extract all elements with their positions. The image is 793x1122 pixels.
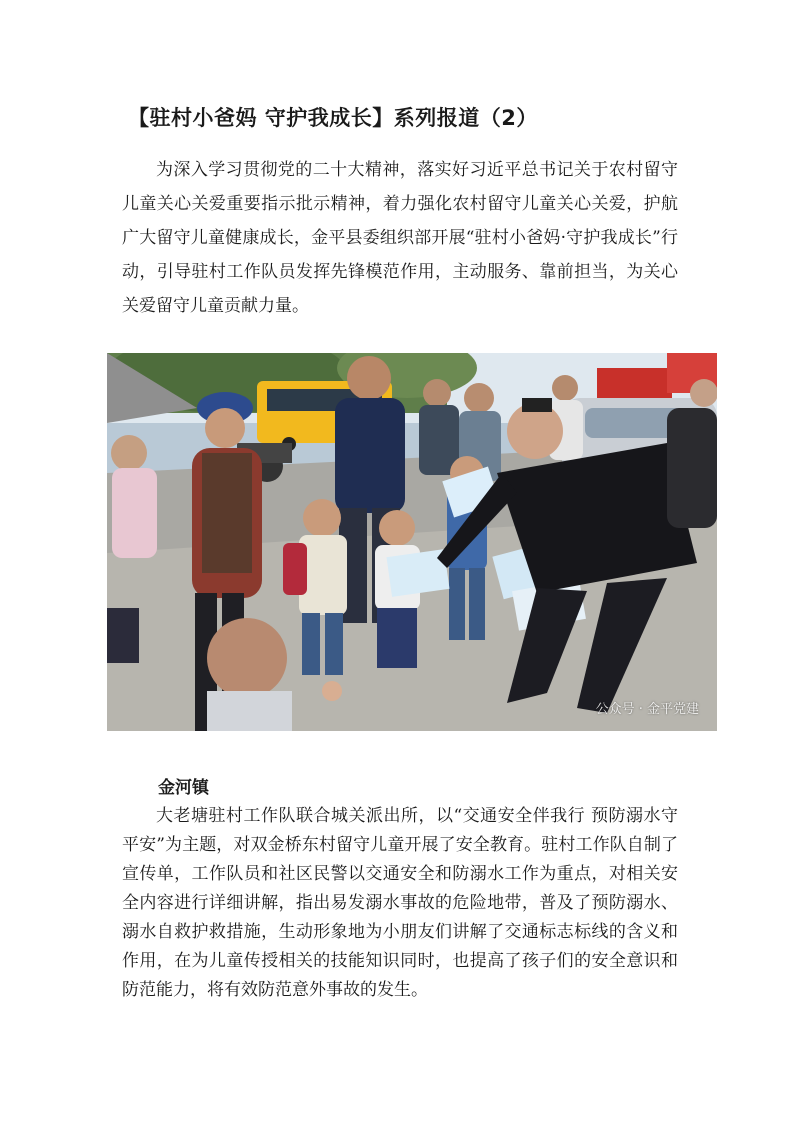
section-body: 大老塘驻村工作队联合城关派出所，以“交通安全伴我行 预防溺水守平安”为主题，对双金桥东村留守儿童开展了安全教育。驻村工作队自制了宣传单，工作队员和社区民警以交通安全和防溺水工作为重点，对相关安全内容进行详细讲解，指出易发溺水事故的危险地带，普及了预防溺水、溺水自救护救措施，生动形象地为小朋友们讲解了交通标志标线的含义和作用，在为儿童传授相关的技能知识同时，也提高了孩子们的安全意识和防范能力，将有效防范意外事故的发生。 bbox=[122, 806, 678, 1000]
photo-illustration bbox=[107, 353, 717, 731]
section-heading: 金河镇 bbox=[158, 778, 209, 798]
intro-paragraph: 为深入学习贯彻党的二十大精神，落实好习近平总书记关于农村留守儿童关心关爱重要指示批示精神，着力强化农村留守儿童关心关爱，护航广大留守儿童健康成长，金平县委组织部开展“驻村小爸妈·守护我成长”行动，引导驻村工作队员发挥先锋模范作用，主动服务、靠前担当，为关心关爱留守儿童贡献力量。 bbox=[122, 160, 678, 316]
photo-watermark: 公众号 · 金平党建 bbox=[595, 702, 699, 717]
article-photo bbox=[107, 353, 717, 731]
article-title: 【驻村小爸妈 守护我成长】系列报道（2） bbox=[128, 106, 538, 130]
